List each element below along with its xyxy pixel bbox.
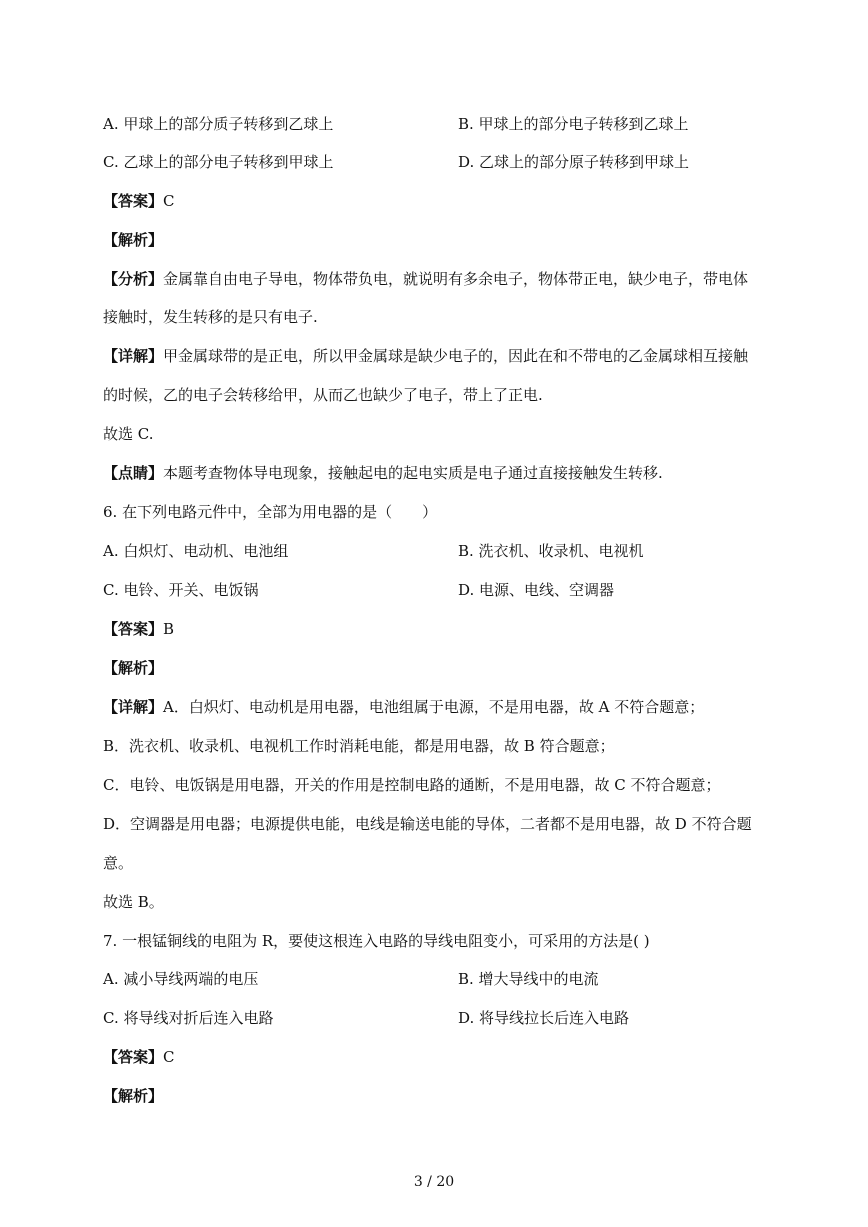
fenxi-tag: 【分析】 bbox=[103, 270, 164, 288]
q5-option-d: D. 乙球上的部分原子转移到甲球上 bbox=[458, 153, 690, 171]
detail-text: A．白炽灯、电动机是用电器，电池组属于电源，不是用电器，故 A 不符合题意； bbox=[163, 698, 705, 716]
q6-detail-b: B．洗衣机、收录机、电视机工作时消耗电能，都是用电器，故 B 符合题意； bbox=[103, 737, 615, 755]
q5-comment bbox=[103, 463, 788, 483]
q6-detail-a bbox=[103, 697, 788, 717]
q5-answer bbox=[103, 191, 788, 211]
q5-option-c: C. 乙球上的部分电子转移到甲球上 bbox=[103, 153, 334, 171]
comment-text: 本题考查物体导电现象，接触起电的起电实质是电子通过直接接触发生转移. bbox=[163, 464, 663, 482]
q7-stem: 7. 一根锰铜线的电阻为 R，要使这根连入电路的导线电阻变小，可采用的方法是( ) bbox=[103, 932, 650, 950]
q5-option-b: B. 甲球上的部分电子转移到乙球上 bbox=[458, 115, 689, 133]
q6-detail-d-line-1: D．空调器是用电器；电源提供电能，电线是输送电能的导体，二者都不是用电器，故 D 不符合题 bbox=[103, 815, 752, 833]
q5-analysis-heading: 【解析】 bbox=[103, 231, 164, 249]
q7-analysis-heading: 【解析】 bbox=[103, 1087, 164, 1105]
q5-fenxi-line-2: 接触时，发生转移的是只有电子. bbox=[103, 308, 318, 326]
q6-choose: 故选 B。 bbox=[103, 893, 164, 911]
q7-option-d: D. 将导线拉长后连入电路 bbox=[458, 1009, 630, 1027]
answer-tag: 【答案】 bbox=[103, 1048, 164, 1066]
q6-detail-d-line-2: 意。 bbox=[103, 854, 134, 872]
detail-tag: 【详解】 bbox=[103, 698, 164, 716]
q7-option-c: C. 将导线对折后连入电路 bbox=[103, 1009, 274, 1027]
q5-choose: 故选 C. bbox=[103, 425, 154, 443]
q6-option-a: A. 白炽灯、电动机、电池组 bbox=[103, 542, 289, 560]
q7-answer bbox=[103, 1047, 788, 1067]
q6-analysis-heading: 【解析】 bbox=[103, 659, 164, 677]
answer-tag: 【答案】 bbox=[103, 620, 164, 638]
q5-option-a: A. 甲球上的部分质子转移到乙球上 bbox=[103, 115, 334, 133]
q5-detail-line-2: 的时候，乙的电子会转移给甲，从而乙也缺少了电子，带上了正电. bbox=[103, 386, 543, 404]
answer-value: C bbox=[163, 192, 175, 210]
answer-value: B bbox=[163, 620, 175, 638]
comment-tag: 【点睛】 bbox=[103, 464, 164, 482]
q6-option-c: C. 电铃、开关、电饭锅 bbox=[103, 581, 259, 599]
q5-fenxi-line-1 bbox=[103, 269, 788, 289]
q7-option-a: A. 减小导线两端的电压 bbox=[103, 970, 259, 988]
fenxi-text: 金属靠自由电子导电，物体带负电，就说明有多余电子，物体带正电，缺少电子，带电体 bbox=[163, 270, 749, 288]
q5-detail-line-1 bbox=[103, 346, 788, 366]
q6-stem: 6. 在下列电路元件中，全部为用电器的是（ ） bbox=[103, 503, 438, 521]
answer-value: C bbox=[163, 1048, 175, 1066]
detail-tag: 【详解】 bbox=[103, 347, 164, 365]
q7-option-b: B. 增大导线中的电流 bbox=[458, 970, 599, 988]
detail-text: 甲金属球带的是正电，所以甲金属球是缺少电子的，因此在和不带电的乙金属球相互接触 bbox=[163, 347, 749, 365]
q6-option-d: D. 电源、电线、空调器 bbox=[458, 581, 615, 599]
q6-detail-c: C．电铃、电饭锅是用电器，开关的作用是控制电路的通断，不是用电器，故 C 不符合题意； bbox=[103, 776, 721, 794]
page-number: 3 / 20 bbox=[413, 1174, 455, 1190]
answer-tag: 【答案】 bbox=[103, 192, 164, 210]
q6-answer bbox=[103, 619, 788, 639]
q6-option-b: B. 洗衣机、收录机、电视机 bbox=[458, 542, 644, 560]
